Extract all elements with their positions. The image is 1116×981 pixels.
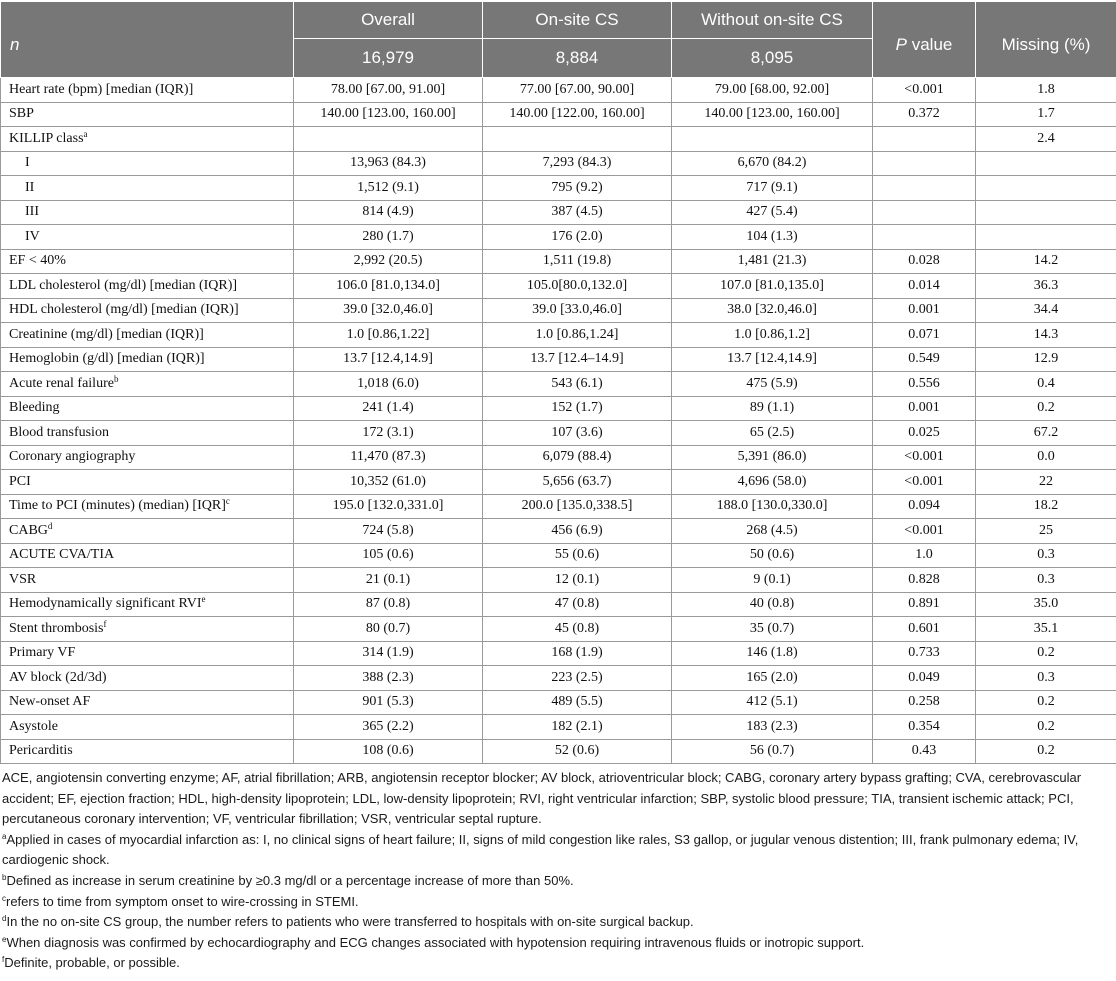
table-row	[1, 494, 1116, 519]
cell-without-onsite-cs: 1,481 (21.3)	[672, 249, 873, 274]
footnote	[2, 953, 1112, 974]
row-label-text: VSR	[9, 571, 37, 587]
table-row	[1, 396, 1116, 421]
row-label	[1, 739, 294, 764]
cell-p-value: 0.049	[873, 666, 976, 691]
row-label	[1, 470, 294, 495]
row-label	[1, 396, 294, 421]
cell-onsite-cs: 105.0[80.0,132.0]	[483, 274, 672, 299]
cell-onsite-cs: 7,293 (84.3)	[483, 151, 672, 176]
table-row	[1, 225, 1116, 250]
cell-overall: 388 (2.3)	[294, 666, 483, 691]
row-label-text: II	[25, 179, 35, 195]
cell-missing: 0.2	[976, 641, 1116, 666]
cell-onsite-cs: 107 (3.6)	[483, 421, 672, 446]
cell-onsite-cs: 168 (1.9)	[483, 641, 672, 666]
table-row	[1, 421, 1116, 446]
cell-p-value: 0.014	[873, 274, 976, 299]
cell-p-value: 0.601	[873, 617, 976, 642]
row-label-text: III	[25, 204, 39, 220]
row-label	[1, 347, 294, 372]
cell-onsite-cs: 152 (1.7)	[483, 396, 672, 421]
cell-overall: 87 (0.8)	[294, 592, 483, 617]
cell-p-value: <0.001	[873, 78, 976, 103]
footnote-text: Applied in cases of myocardial infarction as: I, no clinical signs of heart failure; II, signs of mild congestion like rales, S3 gallop, or jugular venous distention; III, frank pulmonary edema; IV, cardiogenic shock.	[2, 831, 1079, 868]
row-label	[1, 176, 294, 201]
cell-without-onsite-cs: 1.0 [0.86,1.2]	[672, 323, 873, 348]
cell-p-value: 0.556	[873, 372, 976, 397]
cell-missing: 35.1	[976, 617, 1116, 642]
cell-overall: 314 (1.9)	[294, 641, 483, 666]
table-row	[1, 739, 1116, 764]
cell-overall: 365 (2.2)	[294, 715, 483, 740]
table-row	[1, 666, 1116, 691]
cell-p-value: 1.0	[873, 543, 976, 568]
footnote-text: refers to time from symptom onset to wire-crossing in STEMI.	[6, 893, 359, 909]
cell-overall: 280 (1.7)	[294, 225, 483, 250]
footnote-marker: e	[201, 594, 206, 605]
row-label	[1, 372, 294, 397]
cell-onsite-cs: 6,079 (88.4)	[483, 445, 672, 470]
cell-p-value: 0.549	[873, 347, 976, 372]
cell-p-value	[873, 151, 976, 176]
table-row	[1, 690, 1116, 715]
cell-onsite-cs: 182 (2.1)	[483, 715, 672, 740]
cell-onsite-cs: 47 (0.8)	[483, 592, 672, 617]
table-row	[1, 347, 1116, 372]
table-row	[1, 372, 1116, 397]
cell-without-onsite-cs: 65 (2.5)	[672, 421, 873, 446]
row-label	[1, 102, 294, 127]
cell-p-value	[873, 200, 976, 225]
footnote-marker: f	[103, 618, 107, 629]
row-label-text: CABG	[9, 522, 48, 538]
row-label-text: Hemoglobin (g/dl) [median (IQR)]	[9, 351, 205, 367]
cell-onsite-cs: 1.0 [0.86,1.24]	[483, 323, 672, 348]
cell-onsite-cs: 456 (6.9)	[483, 519, 672, 544]
cell-missing: 34.4	[976, 298, 1116, 323]
cell-overall: 901 (5.3)	[294, 690, 483, 715]
cell-without-onsite-cs: 4,696 (58.0)	[672, 470, 873, 495]
cell-onsite-cs: 12 (0.1)	[483, 568, 672, 593]
row-label-text: Time to PCI (minutes) (median) [IQR]	[9, 498, 226, 514]
header-overall: Overall	[294, 2, 483, 39]
cell-overall: 195.0 [132.0,331.0]	[294, 494, 483, 519]
footnote-text: Defined as increase in serum creatinine by ≥0.3 mg/dl or a percentage increase of more than 50%.	[6, 872, 574, 888]
cell-missing: 25	[976, 519, 1116, 544]
header-count-without: 8,095	[672, 39, 873, 78]
cell-missing	[976, 176, 1116, 201]
cell-without-onsite-cs: 89 (1.1)	[672, 396, 873, 421]
cell-missing: 1.7	[976, 102, 1116, 127]
footnote-marker: c	[225, 496, 230, 507]
cell-onsite-cs: 39.0 [33.0,46.0]	[483, 298, 672, 323]
row-label	[1, 641, 294, 666]
cell-without-onsite-cs: 56 (0.7)	[672, 739, 873, 764]
footnote	[2, 892, 1112, 913]
row-label-text: EF < 40%	[9, 253, 66, 269]
cell-overall: 105 (0.6)	[294, 543, 483, 568]
cell-without-onsite-cs	[672, 127, 873, 152]
footnote	[2, 768, 1112, 830]
row-label-text: Heart rate (bpm) [median (IQR)]	[9, 81, 194, 97]
cell-p-value: 0.43	[873, 739, 976, 764]
footnote-marker: e	[2, 934, 7, 944]
row-label	[1, 617, 294, 642]
cell-without-onsite-cs: 427 (5.4)	[672, 200, 873, 225]
header-p-value	[873, 2, 976, 78]
cell-p-value: 0.028	[873, 249, 976, 274]
cell-missing: 22	[976, 470, 1116, 495]
row-label-text: HDL cholesterol (mg/dl) [median (IQR)]	[9, 302, 239, 318]
cell-missing: 0.3	[976, 666, 1116, 691]
cell-p-value: 0.001	[873, 396, 976, 421]
cell-missing: 67.2	[976, 421, 1116, 446]
row-label-text: Coronary angiography	[9, 449, 136, 465]
cell-missing: 0.3	[976, 568, 1116, 593]
cell-onsite-cs: 795 (9.2)	[483, 176, 672, 201]
cell-onsite-cs: 13.7 [12.4–14.9]	[483, 347, 672, 372]
cell-p-value: 0.094	[873, 494, 976, 519]
footnote	[2, 933, 1112, 954]
cell-overall: 1,512 (9.1)	[294, 176, 483, 201]
cell-without-onsite-cs: 475 (5.9)	[672, 372, 873, 397]
cell-p-value	[873, 127, 976, 152]
table-row	[1, 519, 1116, 544]
table-row	[1, 176, 1116, 201]
footnote-marker: a	[83, 128, 88, 139]
row-label	[1, 127, 294, 152]
row-label	[1, 666, 294, 691]
header-n-label: n	[10, 34, 20, 54]
row-label-text: PCI	[9, 473, 31, 489]
cell-overall: 814 (4.9)	[294, 200, 483, 225]
cell-missing: 0.4	[976, 372, 1116, 397]
footnote	[2, 871, 1112, 892]
cell-missing: 2.4	[976, 127, 1116, 152]
cell-without-onsite-cs: 35 (0.7)	[672, 617, 873, 642]
cell-p-value: <0.001	[873, 445, 976, 470]
header-missing: Missing (%)	[976, 2, 1116, 78]
cell-overall: 106.0 [81.0,134.0]	[294, 274, 483, 299]
footnote	[2, 912, 1112, 933]
cell-missing: 0.2	[976, 396, 1116, 421]
cell-onsite-cs: 1,511 (19.8)	[483, 249, 672, 274]
header-count-overall: 16,979	[294, 39, 483, 78]
cell-missing: 0.2	[976, 739, 1116, 764]
row-label-text: SBP	[9, 106, 34, 122]
footnote-marker: b	[113, 373, 119, 384]
cell-missing: 36.3	[976, 274, 1116, 299]
cell-p-value: <0.001	[873, 519, 976, 544]
cell-p-value: 0.001	[873, 298, 976, 323]
cell-onsite-cs: 45 (0.8)	[483, 617, 672, 642]
cell-onsite-cs: 176 (2.0)	[483, 225, 672, 250]
cell-onsite-cs: 387 (4.5)	[483, 200, 672, 225]
cell-overall: 108 (0.6)	[294, 739, 483, 764]
footnote-text: Definite, probable, or possible.	[4, 955, 180, 971]
cell-onsite-cs: 140.00 [122.00, 160.00]	[483, 102, 672, 127]
cell-without-onsite-cs: 183 (2.3)	[672, 715, 873, 740]
table-row	[1, 151, 1116, 176]
cell-onsite-cs: 77.00 [67.00, 90.00]	[483, 78, 672, 103]
cell-overall: 172 (3.1)	[294, 421, 483, 446]
header-onsite-cs: On-site CS	[483, 2, 672, 39]
header-without-onsite-cs: Without on-site CS	[672, 2, 873, 39]
table-row	[1, 102, 1116, 127]
cell-overall: 78.00 [67.00, 91.00]	[294, 78, 483, 103]
cell-without-onsite-cs: 13.7 [12.4,14.9]	[672, 347, 873, 372]
cell-overall: 11,470 (87.3)	[294, 445, 483, 470]
cell-missing: 35.0	[976, 592, 1116, 617]
cell-missing: 14.3	[976, 323, 1116, 348]
cell-missing: 18.2	[976, 494, 1116, 519]
footnote-marker: b	[2, 872, 7, 882]
cell-onsite-cs: 489 (5.5)	[483, 690, 672, 715]
cell-without-onsite-cs: 79.00 [68.00, 92.00]	[672, 78, 873, 103]
row-label-text: Primary VF	[9, 645, 76, 661]
row-label-text: Bleeding	[9, 400, 60, 416]
cell-missing: 1.8	[976, 78, 1116, 103]
cell-overall: 241 (1.4)	[294, 396, 483, 421]
table-row	[1, 78, 1116, 103]
cell-without-onsite-cs: 40 (0.8)	[672, 592, 873, 617]
table-row	[1, 568, 1116, 593]
row-label	[1, 715, 294, 740]
footnote-marker: d	[47, 520, 53, 531]
cell-overall: 10,352 (61.0)	[294, 470, 483, 495]
cell-without-onsite-cs: 104 (1.3)	[672, 225, 873, 250]
cell-without-onsite-cs: 50 (0.6)	[672, 543, 873, 568]
row-label	[1, 543, 294, 568]
cell-without-onsite-cs: 6,670 (84.2)	[672, 151, 873, 176]
cell-p-value: 0.071	[873, 323, 976, 348]
footnote-marker: c	[2, 893, 6, 903]
cell-onsite-cs: 223 (2.5)	[483, 666, 672, 691]
cell-without-onsite-cs: 268 (4.5)	[672, 519, 873, 544]
cell-without-onsite-cs: 717 (9.1)	[672, 176, 873, 201]
cell-missing: 0.2	[976, 715, 1116, 740]
cell-without-onsite-cs: 165 (2.0)	[672, 666, 873, 691]
row-label-text: Blood transfusion	[9, 424, 109, 440]
row-label	[1, 445, 294, 470]
cell-p-value: <0.001	[873, 470, 976, 495]
row-label-text: Asystole	[9, 718, 58, 734]
cell-onsite-cs: 5,656 (63.7)	[483, 470, 672, 495]
row-label-text: Pericarditis	[9, 743, 73, 759]
cell-overall: 2,992 (20.5)	[294, 249, 483, 274]
footnote-marker: a	[2, 831, 7, 841]
cell-without-onsite-cs: 412 (5.1)	[672, 690, 873, 715]
row-label-text: Acute renal failure	[9, 375, 114, 391]
row-label	[1, 592, 294, 617]
cell-missing: 14.2	[976, 249, 1116, 274]
table-row	[1, 298, 1116, 323]
row-label-text: Creatinine (mg/dl) [median (IQR)]	[9, 326, 204, 342]
cell-overall: 13.7 [12.4,14.9]	[294, 347, 483, 372]
row-label	[1, 274, 294, 299]
header-n	[1, 2, 294, 78]
cell-missing: 0.0	[976, 445, 1116, 470]
header-p-word: value	[911, 34, 953, 54]
cell-missing	[976, 151, 1116, 176]
row-label-text: LDL cholesterol (mg/dl) [median (IQR)]	[9, 277, 238, 293]
footnote-text: ACE, angiotensin converting enzyme; AF, atrial fibrillation; ARB, angiotensin receptor blocker; AV block, atrioventricular block; CABG, coronary artery bypass grafting; CVA, cerebrovascular accident; EF, ejection fraction; HDL, high-density lipoprotein; LDL, low-density lipoprotein; RVI, right ventricular infarction; SBP, systolic blood pressure; TIA, transient ischemic attack; PCI, percutaneous coronary intervention; VF, ventricular fibrillation; VSR, ventricular septal rupture.	[2, 770, 1082, 827]
row-label	[1, 690, 294, 715]
row-label-text: IV	[25, 228, 40, 244]
table-row	[1, 200, 1116, 225]
row-label-text: ACUTE CVA/TIA	[9, 547, 115, 563]
footnote-marker: d	[2, 914, 7, 924]
cell-overall: 39.0 [32.0,46.0]	[294, 298, 483, 323]
table-row	[1, 323, 1116, 348]
cell-missing: 0.2	[976, 690, 1116, 715]
row-label	[1, 200, 294, 225]
row-label	[1, 225, 294, 250]
cell-without-onsite-cs: 5,391 (86.0)	[672, 445, 873, 470]
header-count-onsite: 8,884	[483, 39, 672, 78]
cell-overall: 1.0 [0.86,1.22]	[294, 323, 483, 348]
table-footnotes	[2, 768, 1112, 974]
row-label	[1, 78, 294, 103]
cell-overall: 724 (5.8)	[294, 519, 483, 544]
table-row	[1, 274, 1116, 299]
row-label-text: AV block (2d/3d)	[9, 669, 107, 685]
row-label	[1, 494, 294, 519]
table-row	[1, 592, 1116, 617]
row-label-text: Stent thrombosis	[9, 620, 104, 636]
cell-p-value	[873, 225, 976, 250]
cell-overall: 21 (0.1)	[294, 568, 483, 593]
table-header	[1, 2, 1116, 78]
cell-overall: 1,018 (6.0)	[294, 372, 483, 397]
row-label-text: New-onset AF	[9, 694, 91, 710]
row-label-text: KILLIP class	[9, 130, 84, 146]
cell-p-value: 0.733	[873, 641, 976, 666]
cell-p-value: 0.354	[873, 715, 976, 740]
header-p-letter: P	[895, 34, 907, 54]
cell-onsite-cs: 55 (0.6)	[483, 543, 672, 568]
cell-without-onsite-cs: 9 (0.1)	[672, 568, 873, 593]
cell-missing	[976, 200, 1116, 225]
cell-overall: 140.00 [123.00, 160.00]	[294, 102, 483, 127]
cell-onsite-cs: 52 (0.6)	[483, 739, 672, 764]
row-label	[1, 298, 294, 323]
cell-overall: 13,963 (84.3)	[294, 151, 483, 176]
table-row	[1, 715, 1116, 740]
row-label	[1, 519, 294, 544]
row-label-text: I	[25, 155, 30, 171]
row-label	[1, 249, 294, 274]
cell-without-onsite-cs: 107.0 [81.0,135.0]	[672, 274, 873, 299]
cell-p-value	[873, 176, 976, 201]
cell-without-onsite-cs: 188.0 [130.0,330.0]	[672, 494, 873, 519]
cell-onsite-cs: 200.0 [135.0,338.5]	[483, 494, 672, 519]
table-row	[1, 641, 1116, 666]
footnote-text: When diagnosis was confirmed by echocardiography and ECG changes associated with hypotension requiring intravenous fluids or inotropic support.	[6, 934, 865, 950]
cell-missing: 0.3	[976, 543, 1116, 568]
footnote	[2, 830, 1112, 871]
cell-without-onsite-cs: 146 (1.8)	[672, 641, 873, 666]
table-row	[1, 543, 1116, 568]
baseline-table	[0, 1, 1116, 764]
cell-missing: 12.9	[976, 347, 1116, 372]
footnote-text: In the no on-site CS group, the number refers to patients who were transferred to hospitals with on-site surgical backup.	[6, 914, 694, 930]
table-row	[1, 617, 1116, 642]
cell-onsite-cs	[483, 127, 672, 152]
table-row	[1, 127, 1116, 152]
cell-without-onsite-cs: 38.0 [32.0,46.0]	[672, 298, 873, 323]
cell-p-value: 0.891	[873, 592, 976, 617]
cell-without-onsite-cs: 140.00 [123.00, 160.00]	[672, 102, 873, 127]
row-label	[1, 568, 294, 593]
cell-p-value: 0.372	[873, 102, 976, 127]
row-label	[1, 151, 294, 176]
cell-overall: 80 (0.7)	[294, 617, 483, 642]
table-row	[1, 470, 1116, 495]
cell-p-value: 0.258	[873, 690, 976, 715]
cell-p-value: 0.025	[873, 421, 976, 446]
cell-onsite-cs: 543 (6.1)	[483, 372, 672, 397]
cell-p-value: 0.828	[873, 568, 976, 593]
table-body	[1, 78, 1116, 764]
footnote-marker: f	[2, 955, 5, 965]
cell-missing	[976, 225, 1116, 250]
table-row	[1, 249, 1116, 274]
table-row	[1, 445, 1116, 470]
cell-overall	[294, 127, 483, 152]
row-label	[1, 421, 294, 446]
row-label	[1, 323, 294, 348]
row-label-text: Hemodynamically significant RVI	[9, 596, 202, 612]
